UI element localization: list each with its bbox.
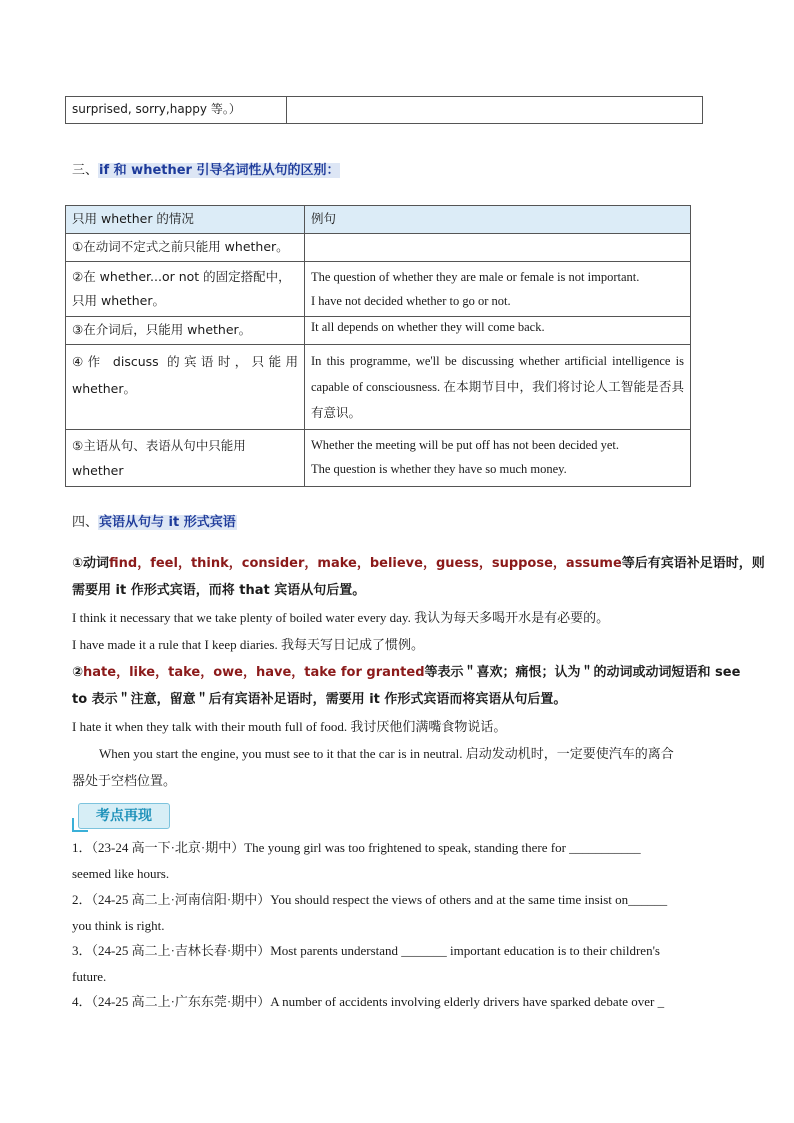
table-row xyxy=(66,430,691,487)
section3-heading xyxy=(72,159,340,178)
table-row xyxy=(66,345,691,430)
rule2-number: ② xyxy=(72,665,84,680)
table-row xyxy=(66,262,691,317)
exam-review-badge: 考点再现 xyxy=(78,803,170,829)
whether-table xyxy=(65,205,691,487)
question-1-line2: seemed like hours. xyxy=(72,866,170,881)
question-2-line1: 2．（24-25 高二上·河南信阳·期中）You should respect the views of others and at the same time insist on______ xyxy=(72,892,668,907)
case-cell: ⑤主语从句、表语从句中只能用 whether xyxy=(66,430,305,487)
case-cell: ②在 whether...or not 的固定搭配中，只用 whether。 xyxy=(66,262,305,317)
rule2-verbs: hate，like，take，owe，have，take for granted xyxy=(83,665,425,680)
example-cell: It all depends on whether they will come back. xyxy=(305,317,691,345)
case-cell: ①在动词不定式之前只能用 whether。 xyxy=(66,234,305,262)
top-table-right-cell xyxy=(287,97,703,124)
question-2-line2: you think is right. xyxy=(72,918,165,933)
rule1-verbs: find，feel，think，consider，make，believe，guess，suppose，assume xyxy=(109,556,622,571)
question-3-line2: future. xyxy=(72,969,107,984)
rule1-line1 xyxy=(72,555,765,573)
section3-title: if 和 whether 引导名词性从句的区别： xyxy=(99,163,340,178)
rule1-line2: 需要用 it 作形式宾语，而将 that 宾语从句后置。 xyxy=(72,583,366,598)
example-cell xyxy=(305,234,691,262)
case-cell: ③在介词后，只能用 whether。 xyxy=(66,317,305,345)
example-cell: Whether the meeting will be put off has not been decided yet. The question is whether they have so much money. xyxy=(305,430,691,487)
table-row xyxy=(66,234,691,262)
example-cell: In this programme, we'll be discussing whether artificial intelligence is capable of consciousness. 在本期节目中，我们将讨论人工智能是否具有意识。 xyxy=(305,345,691,430)
case-cell: ④作 discuss 的宾语时，只能用 whether。 xyxy=(66,345,305,430)
question-1-line1: 1．（23-24 高一下·北京·期中）The young girl was too frightened to speak, standing there for ___________ xyxy=(72,840,641,855)
rule2-tail: 等表示＂喜欢；痛恨；认为＂的动词或动词短语和 see xyxy=(424,665,741,680)
rule1-number: ①动词 xyxy=(72,556,110,571)
header-case: 只用 whether 的情况 xyxy=(66,206,305,234)
section4-heading xyxy=(72,511,237,530)
rule2-line1 xyxy=(72,664,740,682)
top-table-left-cell: surprised, sorry,happy 等。） xyxy=(66,97,287,124)
section3-prefix: 三、 xyxy=(72,163,99,178)
table-row xyxy=(66,317,691,345)
example-4-line1: When you start the engine, you must see to it that the car is in neutral. 启动发动机时，一定要使汽车的离合 xyxy=(99,746,674,761)
example-4-line2: 器处于空档位置。 xyxy=(72,773,177,788)
question-4-line1: 4．（24-25 高二上·广东东莞·期中）A number of accidents involving elderly drivers have sparked debate over _ xyxy=(72,994,665,1009)
rule1-tail: 等后有宾语补足语时，则 xyxy=(621,556,765,571)
question-3-line1: 3．（24-25 高二上·吉林长春·期中）Most parents understand _______ important education is to their children's xyxy=(72,943,660,958)
top-table xyxy=(65,96,703,124)
section4-title: 宾语从句与 it 形式宾语 xyxy=(99,515,236,530)
example-2: I have made it a rule that I keep diaries. 我每天写日记成了惯例。 xyxy=(72,637,424,652)
example-3: I hate it when they talk with their mouth full of food. 我讨厌他们满嘴食物说话。 xyxy=(72,719,507,734)
rule2-line2: to 表示＂注意，留意＂后有宾语补足语时，需要用 it 作形式宾语而将宾语从句后置。 xyxy=(72,692,567,707)
example-cell: The question of whether they are male or female is not important. I have not decided whether to go or not. xyxy=(305,262,691,317)
header-example: 例句 xyxy=(305,206,691,234)
example-1: I think it necessary that we take plenty of boiled water every day. 我认为每天多喝开水是有必要的。 xyxy=(72,610,610,625)
section4-prefix: 四、 xyxy=(72,515,99,530)
